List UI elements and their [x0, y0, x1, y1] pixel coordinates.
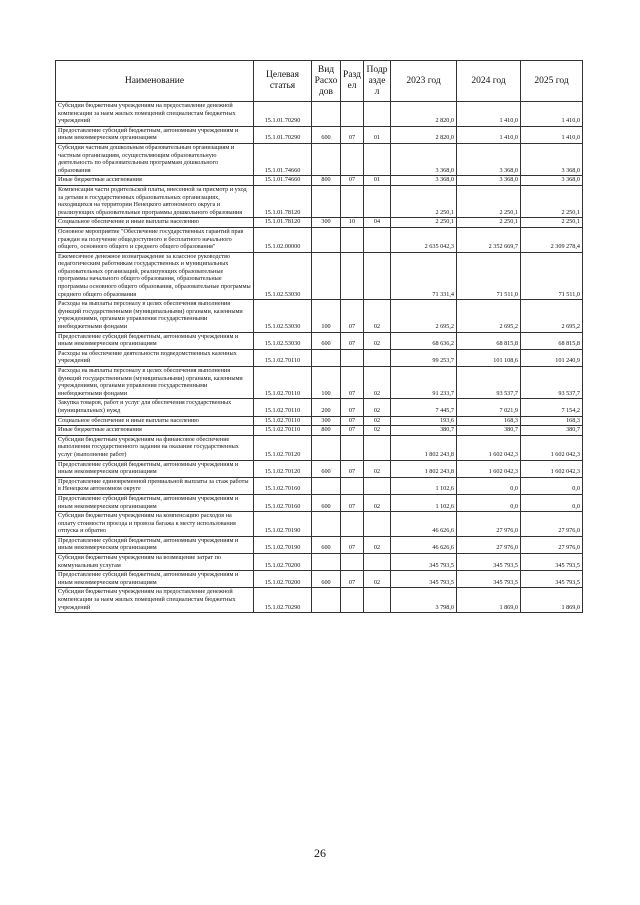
cell-y2024: 2 250,1	[457, 185, 521, 217]
cell-y2025: 93 537,7	[521, 367, 583, 399]
cell-podr: 02	[364, 536, 391, 553]
cell-y2024: 380,7	[457, 426, 521, 436]
cell-name: Основное мероприятие "Обеспечение государственных гарантий прав граждан на получение общедоступного и бесплатного начального общего, основного общего и среднего общего образования"	[56, 227, 254, 252]
cell-code: 15.1.02.53030	[254, 300, 312, 332]
cell-name: Закупка товаров, работ и услуг для обеспечения государственных (муниципальных) нужд	[56, 399, 254, 416]
cell-y2024: 2 695,2	[457, 300, 521, 332]
cell-vid: 600	[312, 571, 341, 588]
cell-y2025: 68 815,8	[521, 332, 583, 349]
cell-vid: 300	[312, 218, 341, 228]
cell-y2025: 1 602 042,3	[521, 460, 583, 477]
cell-podr	[364, 554, 391, 571]
table-row	[56, 399, 583, 416]
header-2024: 2024 год	[457, 61, 521, 102]
cell-razd	[341, 588, 364, 613]
cell-vid: 100	[312, 367, 341, 399]
cell-y2023: 345 793,5	[391, 554, 457, 571]
cell-razd: 07	[341, 399, 364, 416]
cell-name: Расходы на обеспечение деятельности подведомственных казенных учреждений	[56, 349, 254, 366]
cell-y2025: 0,0	[521, 494, 583, 511]
header-vid: Вид Расхо дов	[312, 61, 341, 102]
header-name: Наименование	[56, 61, 254, 102]
cell-code: 15.1.02.70290	[254, 588, 312, 613]
cell-podr: 02	[364, 571, 391, 588]
cell-razd: 07	[341, 536, 364, 553]
cell-y2024: 345 793,5	[457, 554, 521, 571]
table-row	[56, 252, 583, 300]
cell-y2023: 46 626,6	[391, 536, 457, 553]
cell-code: 15.1.01.78120	[254, 185, 312, 217]
cell-y2025: 3 368,0	[521, 176, 583, 186]
cell-vid: 800	[312, 426, 341, 436]
cell-name: Ежемесячное денежное вознаграждение за классное руководство педагогическим работникам государственных и муниципальных образовательных организаций, реализующих образовательные программы начального общего образования, образовательные программы основного общего образования, образовательные программы среднего общего образования	[56, 252, 254, 300]
cell-razd	[341, 554, 364, 571]
cell-y2023: 1 802 243,8	[391, 435, 457, 460]
table-row	[56, 176, 583, 186]
cell-razd: 07	[341, 176, 364, 186]
header-podr: Подр азде л	[364, 61, 391, 102]
cell-y2023: 71 331,4	[391, 252, 457, 300]
cell-code: 15.1.02.70110	[254, 426, 312, 436]
cell-name: Предоставление субсидий бюджетным, автономным учреждениям и иным некоммерческим организациям	[56, 460, 254, 477]
cell-y2024: 1 869,0	[457, 588, 521, 613]
cell-podr	[364, 477, 391, 494]
cell-code: 15.1.02.70120	[254, 460, 312, 477]
table-row	[56, 416, 583, 426]
cell-y2024: 27 976,0	[457, 512, 521, 537]
cell-code: 15.1.02.70110	[254, 416, 312, 426]
cell-name: Предоставление субсидий бюджетным, автономным учреждениям и иным некоммерческим организациям	[56, 332, 254, 349]
cell-code: 15.1.01.74660	[254, 143, 312, 175]
cell-y2023: 68 636,2	[391, 332, 457, 349]
cell-podr	[364, 588, 391, 613]
table-row	[56, 426, 583, 436]
cell-razd: 07	[341, 494, 364, 511]
cell-podr: 02	[364, 367, 391, 399]
cell-y2024: 2 250,1	[457, 218, 521, 228]
cell-y2024: 1 602 042,3	[457, 460, 521, 477]
table-row	[56, 143, 583, 175]
cell-vid	[312, 252, 341, 300]
cell-y2025: 168,3	[521, 416, 583, 426]
cell-y2025: 27 976,0	[521, 536, 583, 553]
cell-podr: 02	[364, 426, 391, 436]
cell-y2025: 0,0	[521, 477, 583, 494]
cell-podr	[364, 102, 391, 127]
cell-podr: 02	[364, 460, 391, 477]
cell-y2024: 345 793,5	[457, 571, 521, 588]
table-row	[56, 218, 583, 228]
cell-y2023: 1 802 243,8	[391, 460, 457, 477]
cell-name: Социальное обеспечение и иные выплаты населению	[56, 416, 254, 426]
cell-y2023: 3 798,0	[391, 588, 457, 613]
cell-y2023: 7 445,7	[391, 399, 457, 416]
cell-name: Предоставление субсидий бюджетным, автономным учреждениям и иным некоммерческим организациям	[56, 126, 254, 143]
table-row	[56, 102, 583, 127]
cell-y2024: 101 108,6	[457, 349, 521, 366]
cell-y2023: 2 250,1	[391, 218, 457, 228]
cell-code: 15.1.02.70190	[254, 536, 312, 553]
cell-y2025: 1 410,0	[521, 102, 583, 127]
cell-y2024: 3 368,0	[457, 176, 521, 186]
cell-vid	[312, 588, 341, 613]
table-body	[56, 102, 583, 613]
cell-code: 15.1.01.70290	[254, 126, 312, 143]
cell-razd	[341, 435, 364, 460]
cell-razd: 07	[341, 367, 364, 399]
cell-razd	[341, 512, 364, 537]
cell-razd: 10	[341, 218, 364, 228]
cell-name: Расходы на выплаты персоналу в целях обеспечения выполнения функций государственными (муниципальными) органами, казенными учреждениями, органами управления государственными внебюджетными фондами	[56, 367, 254, 399]
table-row	[56, 460, 583, 477]
cell-code: 15.1.02.70160	[254, 494, 312, 511]
cell-y2024: 7 021,9	[457, 399, 521, 416]
cell-code: 15.1.01.70290	[254, 102, 312, 127]
cell-vid	[312, 185, 341, 217]
table-row	[56, 435, 583, 460]
cell-y2025: 345 793,5	[521, 571, 583, 588]
cell-code: 15.1.01.78120	[254, 218, 312, 228]
table-row	[56, 477, 583, 494]
cell-y2023: 2 820,0	[391, 102, 457, 127]
cell-podr: 02	[364, 494, 391, 511]
cell-razd	[341, 185, 364, 217]
cell-y2023: 99 253,7	[391, 349, 457, 366]
cell-y2025: 101 240,9	[521, 349, 583, 366]
cell-name: Расходы на выплаты персоналу в целях обеспечения выполнения функций государственными (муниципальными) органами, казенными учреждениями, органами управления государственными внебюджетными фондами	[56, 300, 254, 332]
cell-y2024: 68 815,8	[457, 332, 521, 349]
cell-y2025: 1 869,0	[521, 588, 583, 613]
cell-y2024: 168,3	[457, 416, 521, 426]
cell-name: Субсидии бюджетным учреждениям на предоставление денежной компенсации за наем жилых помещений специалистам бюджетных учреждений	[56, 588, 254, 613]
cell-y2025: 71 511,0	[521, 252, 583, 300]
cell-code: 15.1.02.70110	[254, 399, 312, 416]
cell-y2023: 46 626,6	[391, 512, 457, 537]
cell-podr: 04	[364, 218, 391, 228]
cell-code: 15.1.02.00000	[254, 227, 312, 252]
cell-podr	[364, 143, 391, 175]
cell-name: Предоставление единовременной премиальной выплаты за стаж работы в Ненецком автономном округе	[56, 477, 254, 494]
table-row	[56, 512, 583, 537]
cell-vid	[312, 143, 341, 175]
cell-y2024: 0,0	[457, 494, 521, 511]
cell-y2023: 193,6	[391, 416, 457, 426]
cell-code: 15.1.01.74660	[254, 176, 312, 186]
cell-name: Социальное обеспечение и иные выплаты населению	[56, 218, 254, 228]
cell-vid	[312, 554, 341, 571]
cell-name: Иные бюджетные ассигнования	[56, 176, 254, 186]
cell-name: Субсидии бюджетным учреждениям на компенсацию расходов на оплату стоимости проезда и провоза багажа к месту использования отпуска и обратно	[56, 512, 254, 537]
cell-vid: 600	[312, 536, 341, 553]
cell-razd: 07	[341, 332, 364, 349]
cell-vid: 600	[312, 460, 341, 477]
cell-y2025: 1 602 042,3	[521, 435, 583, 460]
cell-vid	[312, 227, 341, 252]
cell-podr: 01	[364, 176, 391, 186]
cell-y2024: 3 368,0	[457, 143, 521, 175]
cell-razd	[341, 102, 364, 127]
cell-podr: 02	[364, 300, 391, 332]
cell-podr	[364, 435, 391, 460]
table-header-row	[56, 61, 583, 102]
table-row	[56, 349, 583, 366]
header-code: Целевая статья	[254, 61, 312, 102]
cell-y2023: 2 250,1	[391, 185, 457, 217]
cell-razd	[341, 227, 364, 252]
cell-razd: 07	[341, 300, 364, 332]
table-row	[56, 332, 583, 349]
cell-y2023: 1 102,6	[391, 477, 457, 494]
cell-y2025: 1 410,0	[521, 126, 583, 143]
cell-y2025: 380,7	[521, 426, 583, 436]
cell-podr	[364, 252, 391, 300]
header-2025: 2025 год	[521, 61, 583, 102]
cell-y2023: 345 793,5	[391, 571, 457, 588]
cell-vid: 800	[312, 176, 341, 186]
cell-y2025: 27 976,0	[521, 512, 583, 537]
cell-razd	[341, 143, 364, 175]
cell-y2025: 2 309 278,4	[521, 227, 583, 252]
cell-y2024: 1 602 042,3	[457, 435, 521, 460]
cell-vid: 600	[312, 126, 341, 143]
cell-podr	[364, 349, 391, 366]
table-row	[56, 300, 583, 332]
header-razd: Разд ел	[341, 61, 364, 102]
cell-vid: 100	[312, 300, 341, 332]
cell-code: 15.1.02.70190	[254, 512, 312, 537]
cell-razd	[341, 477, 364, 494]
cell-y2023: 1 102,6	[391, 494, 457, 511]
cell-name: Компенсация части родительской платы, внесенной за присмотр и уход за детьми в государственных образовательных организациях, находящихся на территории Ненецкого автономного округа и реализующих образовательные программы дошкольного образования	[56, 185, 254, 217]
cell-vid	[312, 435, 341, 460]
cell-y2025: 2 250,1	[521, 218, 583, 228]
cell-y2023: 2 695,2	[391, 300, 457, 332]
cell-y2023: 2 820,0	[391, 126, 457, 143]
cell-name: Предоставление субсидий бюджетным, автономным учреждениям и иным некоммерческим организациям	[56, 494, 254, 511]
cell-y2025: 7 154,2	[521, 399, 583, 416]
table-row	[56, 494, 583, 511]
cell-name: Субсидии бюджетным учреждениям на возмещение затрат по коммунальным услугам	[56, 554, 254, 571]
cell-code: 15.1.02.70120	[254, 435, 312, 460]
cell-podr: 02	[364, 416, 391, 426]
cell-vid: 600	[312, 332, 341, 349]
cell-vid	[312, 102, 341, 127]
cell-y2024: 0,0	[457, 477, 521, 494]
cell-razd: 07	[341, 460, 364, 477]
cell-y2023: 380,7	[391, 426, 457, 436]
cell-y2024: 1 410,0	[457, 126, 521, 143]
table-row	[56, 588, 583, 613]
cell-y2025: 2 250,1	[521, 185, 583, 217]
cell-name: Субсидии частным дошкольным образовательным организациям и частным организациям, осуществляющим образовательную деятельность по образовательным программам дошкольного образования	[56, 143, 254, 175]
cell-vid: 600	[312, 494, 341, 511]
cell-y2025: 2 695,2	[521, 300, 583, 332]
table-row	[56, 571, 583, 588]
cell-vid: 200	[312, 399, 341, 416]
cell-vid	[312, 349, 341, 366]
cell-name: Субсидии бюджетным учреждениям на финансовое обеспечение выполнения государственного задания на оказание государственных услуг (выполнение работ)	[56, 435, 254, 460]
cell-y2024: 1 410,0	[457, 102, 521, 127]
cell-code: 15.1.02.70110	[254, 349, 312, 366]
cell-razd: 07	[341, 416, 364, 426]
cell-razd: 07	[341, 571, 364, 588]
cell-vid	[312, 512, 341, 537]
cell-razd: 07	[341, 126, 364, 143]
budget-table	[55, 60, 583, 613]
cell-y2025: 345 793,5	[521, 554, 583, 571]
cell-razd	[341, 252, 364, 300]
cell-code: 15.1.02.70200	[254, 554, 312, 571]
table-row	[56, 126, 583, 143]
table-row	[56, 227, 583, 252]
cell-code: 15.1.02.53030	[254, 332, 312, 349]
cell-razd	[341, 349, 364, 366]
cell-y2023: 3 368,0	[391, 143, 457, 175]
cell-podr	[364, 185, 391, 217]
cell-podr: 01	[364, 126, 391, 143]
cell-name: Предоставление субсидий бюджетным, автономным учреждениям и иным некоммерческим организациям	[56, 536, 254, 553]
cell-podr: 02	[364, 399, 391, 416]
cell-podr	[364, 512, 391, 537]
cell-name: Иные бюджетные ассигнования	[56, 426, 254, 436]
cell-vid: 300	[312, 416, 341, 426]
cell-code: 15.1.02.70160	[254, 477, 312, 494]
cell-y2025: 3 368,0	[521, 143, 583, 175]
cell-y2023: 91 233,7	[391, 367, 457, 399]
cell-razd: 07	[341, 426, 364, 436]
cell-code: 15.1.02.70110	[254, 367, 312, 399]
cell-y2024: 93 537,7	[457, 367, 521, 399]
cell-y2024: 2 352 669,7	[457, 227, 521, 252]
header-2023: 2023 год	[391, 61, 457, 102]
cell-y2023: 3 368,0	[391, 176, 457, 186]
cell-name: Предоставление субсидий бюджетным, автономным учреждениям и иным некоммерческим организациям	[56, 571, 254, 588]
cell-name: Субсидии бюджетным учреждениям на предоставление денежной компенсации за наем жилых помещений специалистам бюджетных учреждений	[56, 102, 254, 127]
cell-code: 15.1.02.53030	[254, 252, 312, 300]
table-row	[56, 185, 583, 217]
cell-podr	[364, 227, 391, 252]
table-row	[56, 367, 583, 399]
cell-vid	[312, 477, 341, 494]
cell-y2024: 27 976,0	[457, 536, 521, 553]
table-row	[56, 536, 583, 553]
cell-y2023: 2 635 042,3	[391, 227, 457, 252]
page-number: 26	[314, 846, 326, 860]
cell-podr: 02	[364, 332, 391, 349]
cell-y2024: 71 511,0	[457, 252, 521, 300]
cell-code: 15.1.02.70200	[254, 571, 312, 588]
table-row	[56, 554, 583, 571]
